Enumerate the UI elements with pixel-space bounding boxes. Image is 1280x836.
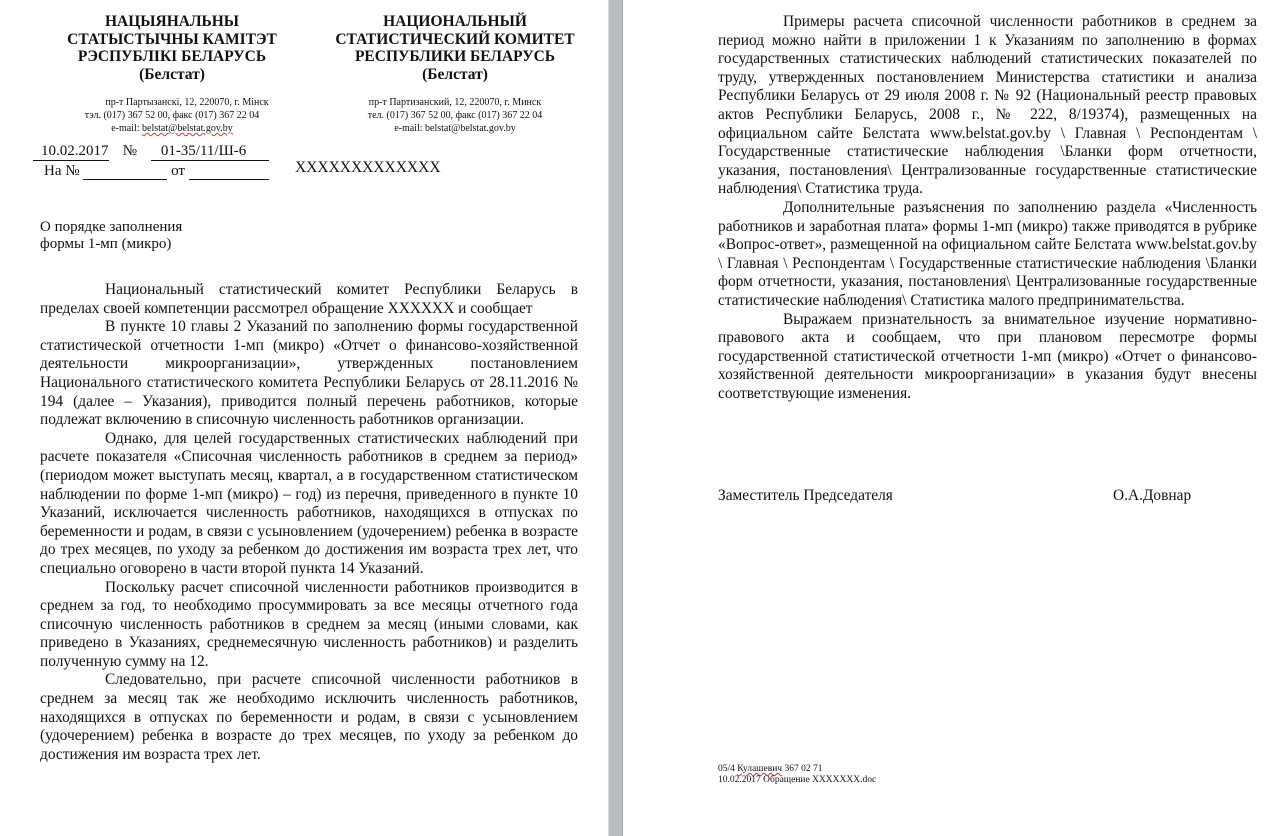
reply-date-blank: [189, 163, 269, 180]
registration-line: [33, 143, 269, 161]
org-name-line: СТАТЫСТЫЧНЫ КАМІТЭТ: [67, 30, 277, 48]
registration-number: 01-35/11/Ш-6: [151, 143, 269, 161]
letter-body-right: [718, 13, 1257, 403]
subject: [40, 219, 182, 252]
letter-body-left: [40, 281, 578, 764]
registration-date: 10.02.2017: [33, 143, 109, 161]
phone: тэл. (017) 367 52 00, факс (017) 367 22 04: [84, 110, 260, 121]
email-link[interactable]: belstat@belstat.gov.by: [142, 123, 233, 134]
paragraph: Однако, для целей государственных статистических наблюдений при расчете показателя «Списочная численность работников в среднем за период» (периодом может выступать месяц, квартал, а в государственном статистическом наблюдении по форме 1-мп (микро) – год) из перечня, приведенного в пункте 10 Указаний, исключается численность работников, находящихся в отпусках по беременности и родам, в связи с усыновлением (удочерением) ребенка в возрасте до трех месяцев, по уходу за ребенком до достижения им возраста трех лет, что специально оговорено в части второй пункта 14 Указаний.: [40, 429, 578, 577]
letterhead-belarusian: [52, 13, 292, 83]
executor-code: 05/4: [718, 764, 735, 774]
address-russian: [330, 96, 580, 135]
number-label: №: [122, 143, 138, 159]
reply-label: На №: [44, 163, 80, 179]
executor-name: Кулашевич: [737, 764, 783, 774]
email-link[interactable]: belstat@belstat.gov.by: [425, 123, 516, 134]
email-label: e-mail:: [394, 123, 423, 134]
signature-position: Заместитель Председателя: [718, 487, 893, 504]
paragraph: Поскольку расчет списочной численности работников производится в среднем за год, то необходимо просуммировать за все месяцы отчетного года списочную численность работников в среднем за месяц (иными словами, как приведено в Указаниях, среднемесячную численность работников) и разделить полученную сумму на 12.: [40, 578, 578, 670]
org-name-line: СТАТИСТИЧЕСКИЙ КОМИТЕТ: [335, 30, 575, 48]
page-separator: [608, 0, 623, 836]
reply-line: [44, 163, 269, 180]
subject-line: формы 1-мп (микро): [40, 235, 172, 252]
paragraph: Национальный статистический комитет Республики Беларусь в пределах своей компетенции рассмотрел обращение XXXXXX и сообщает: [40, 281, 578, 317]
footer-note: [718, 764, 876, 785]
page-2: [623, 0, 1280, 836]
from-label: от: [171, 163, 185, 179]
org-short-name: (Белстат): [422, 65, 488, 83]
org-name-line: РЕСПУБЛИКИ БЕЛАРУСЬ: [354, 48, 556, 65]
file-name: 10.02.2017 Обращение XXXXXXX.doc: [718, 774, 877, 785]
paragraph: Следовательно, при расчете списочной численности работников в среднем за месяц так же необходимо исключить численность работников, находящихся в отпусках по беременности и родам, в связи с усыновлением (удочерением) ребенка в возрасте до трех месяцев, по уходу за ребенком до достижения им возраста трех лет.: [40, 671, 578, 763]
executor-phone: 367 02 71: [784, 764, 823, 774]
address: пр-т Партизанский, 12, 220070, г. Минск: [368, 97, 542, 108]
email-label: e-mail:: [111, 123, 140, 134]
org-name-line: НАЦИОНАЛЬНЫЙ: [383, 13, 527, 30]
page-1: [0, 0, 608, 836]
paragraph: В пункте 10 главы 2 Указаний по заполнению формы государственной статистической отчетности 1-мп (микро) «Отчет о финансово-хозяйственной деятельности микроорганизации», утвержденных постановлением Национального статистического комитета Республики Беларусь от 28.11.2016 № 194 (далее – Указания), приводится полный перечень работников, которые подлежат включению в списочную численность работников организации.: [40, 318, 578, 429]
signature-name: О.А.Довнар: [1113, 487, 1192, 504]
letterhead-russian: [330, 13, 580, 83]
addressee: XXXXXXXXXXXXX: [295, 159, 441, 176]
paragraph: Примеры расчета списочной численности работников в среднем за период можно найти в приложении 1 к Указаниям по заполнению в формах государственных статистических наблюдений статистических показателей по труду, утвержденных постановлением Министерства статистики и анализа Республики Беларусь от 29 июля 2008 г. № 92 (Национальный реестр правовых актов Республики Беларусь, 2008 г., № 222, 8/19374), размещенных на официальном сайте Белстата www.belstat.gov.by \ Главная \ Респондентам \ Государственные статистические наблюдения \Бланки форм отчетности, указания, постановления\ Централизованные государственные статистические наблюдения\ Статистика труда.: [718, 13, 1257, 198]
phone: тел. (017) 367 52 00, факс (017) 367 22 04: [367, 110, 543, 121]
org-name-line: РЭСПУБЛІКІ БЕЛАРУСЬ: [77, 48, 267, 65]
paragraph: Выражаем признательность за внимательное изучение нормативно-правового акта и сообщаем, что при плановом пересмотре формы государственной статистической отчетности 1-мп (микро) «Отчет о финансово-хозяйственной деятельности микроорганизации» в указания будут внесены соответствующие изменения.: [718, 310, 1257, 402]
reply-number-blank: [83, 163, 167, 180]
org-name-line: НАЦЫЯНАЛЬНЫ: [104, 13, 240, 30]
subject-line: О порядке заполнения: [40, 219, 183, 235]
address-belarusian: [52, 96, 292, 135]
address: пр-т Партызанскі, 12, 220070, г. Мінск: [105, 97, 269, 108]
org-short-name: (Белстат): [139, 65, 205, 83]
paragraph: Дополнительные разъяснения по заполнению раздела «Численность работников и заработная плата» формы 1-мп (микро) также приводятся в рубрике «Вопрос-ответ», размещенной на официальном сайте Белстата www.belstat.gov.by \ Главная \ Респондентам \ Государственные статистические наблюдения \Бланки форм отчетности, указания, постановления\ Централизованные государственные статистические наблюдения\ Статистика малого предпринимательства.: [718, 198, 1257, 309]
